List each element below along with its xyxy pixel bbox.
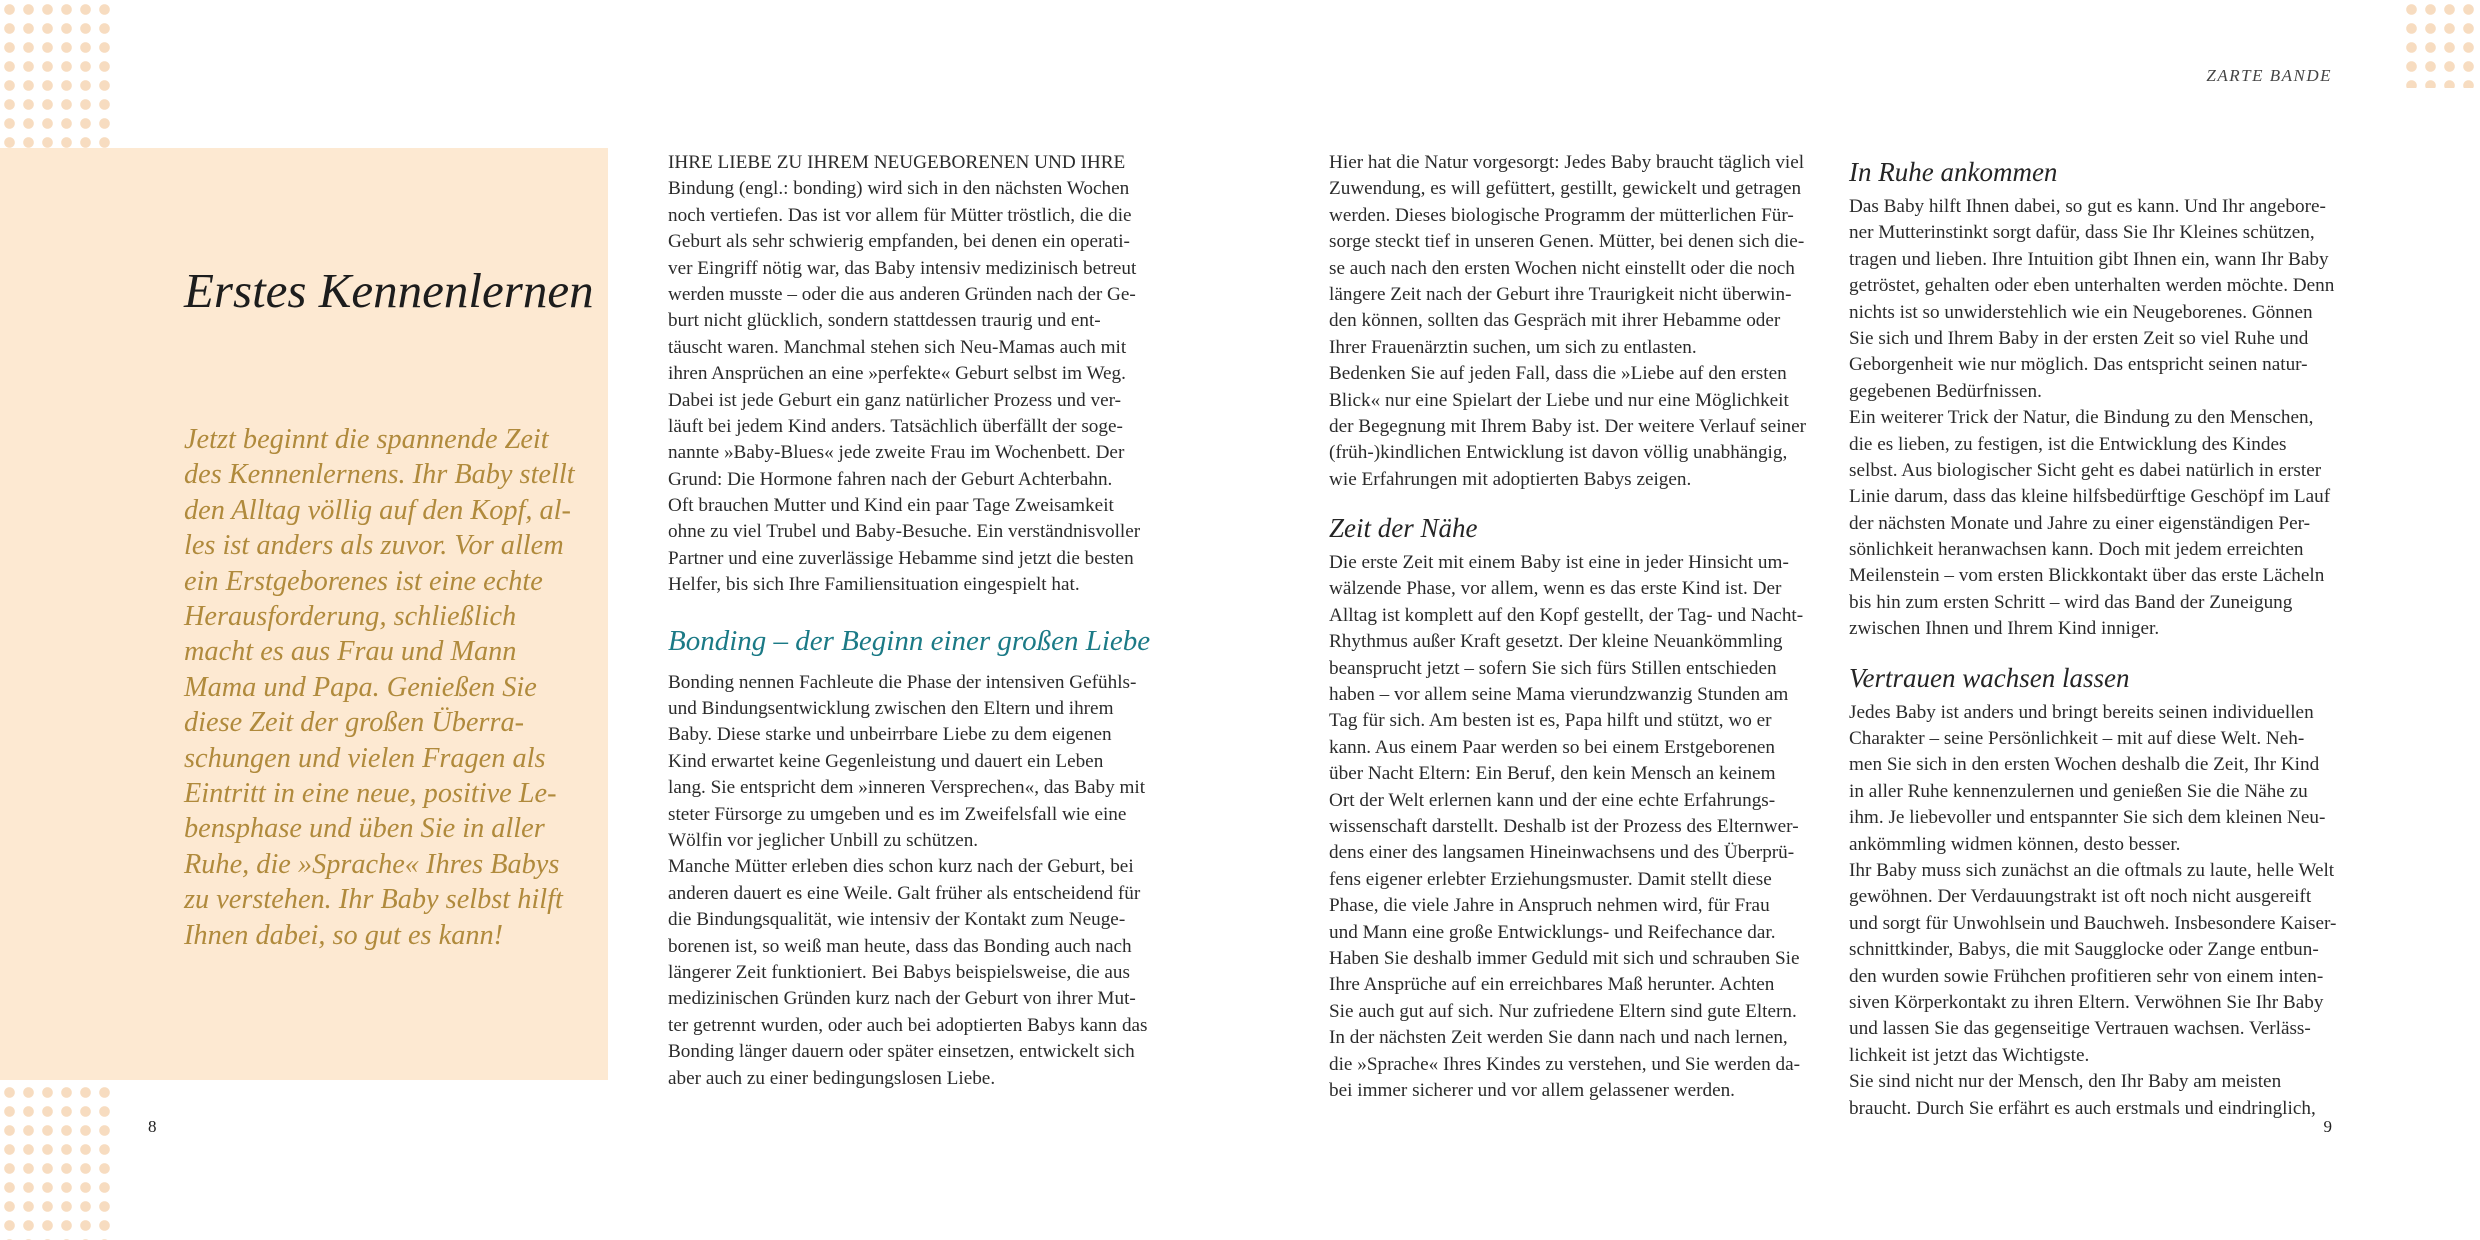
text-line: längere Zeit nach der Geburt ihre Traurigkeit nicht überwin- bbox=[1329, 283, 1792, 305]
text-line: braucht. Durch Sie erfährt es auch erstmals und eindringlich, bbox=[1849, 1097, 2316, 1119]
intro-line: bensphase und üben Sie in aller bbox=[184, 813, 545, 845]
text-line: medizinischen Gründen kurz nach der Geburt von ihrer Mut- bbox=[668, 988, 1136, 1010]
text-line: lichkeit ist jetzt das Wichtigste. bbox=[1849, 1044, 2090, 1066]
text-line: und Bindungsentwicklung zwischen den Eltern und ihrem bbox=[668, 698, 1114, 720]
text-line: Die erste Zeit mit einem Baby ist eine in jeder Hinsicht um- bbox=[1329, 552, 1789, 574]
text-line: se auch nach den ersten Wochen nicht einstellt oder die noch bbox=[1329, 257, 1795, 279]
text-line: ohne zu viel Trubel und Baby-Besuche. Ein verständnisvoller bbox=[668, 521, 1141, 543]
text-line: Tag für sich. Am besten ist es, Papa hilft und stützt, wo er bbox=[1329, 710, 1772, 732]
section-spacer bbox=[1849, 643, 2339, 656]
text-line: ver Eingriff nötig war, das Baby intensiv medizinisch betreut bbox=[668, 257, 1137, 279]
text-line: Geborgenheit wie nur möglich. Das entspricht seinen natur- bbox=[1849, 354, 2308, 376]
text-line: werden musste – oder die aus anderen Gründen nach der Ge- bbox=[668, 283, 1136, 305]
text-line: bei immer sicherer und vor allem gelassener werden. bbox=[1329, 1079, 1735, 1101]
text-line: Partner und eine zuverlässige Hebamme sind jetzt die besten bbox=[668, 547, 1134, 569]
text-line: der Begegnung mit Ihrem Baby ist. Der weitere Verlauf seiner bbox=[1329, 415, 1807, 437]
text-line: siven Körperkontakt zu ihren Eltern. Verwöhnen Sie Ihr Baby bbox=[1849, 991, 2324, 1013]
text-line: täuscht waren. Manchmal stehen sich Neu-Mamas auch mit bbox=[668, 336, 1127, 358]
text-line: tragen und lieben. Ihre Intuition gibt Ihnen ein, wann Ihr Baby bbox=[1849, 248, 2329, 270]
text-line: Sie auch gut auf sich. Nur zufriedene Eltern sind gute Eltern. bbox=[1329, 1000, 1797, 1022]
text-line: Ihrer Frauenärztin suchen, um sich zu entlasten. bbox=[1329, 336, 1697, 358]
subsection-heading: Vertrauen wachsen lassen bbox=[1849, 662, 2130, 693]
text-line: burt nicht glücklich, sondern stattdessen traurig und ent- bbox=[668, 310, 1101, 332]
text-line: Baby. Diese starke und unbeirrbare Liebe zu dem eigenen bbox=[668, 724, 1112, 746]
text-line: Ein weiterer Trick der Natur, die Bindung zu den Menschen, bbox=[1849, 407, 2314, 429]
text-line: ihren Ansprüchen an eine »perfekte« Geburt selbst im Weg. bbox=[668, 363, 1126, 385]
text-line: steter Fürsorge zu umgeben und es im Zweifelsfall wie eine bbox=[668, 803, 1127, 825]
body-paragraph bbox=[1329, 550, 1819, 1104]
text-line: werden. Dieses biologische Programm der mütterlichen Für- bbox=[1329, 204, 1794, 226]
text-line: ihm. Je liebevoller und entspannter Sie sich dem kleinen Neu- bbox=[1849, 807, 2326, 829]
decorative-dot-pattern-right bbox=[2402, 0, 2480, 88]
text-line: anderen dauert es eine Weile. Galt früher als entscheidend für bbox=[668, 882, 1141, 904]
subsection-heading: Zeit der Nähe bbox=[1329, 513, 1478, 544]
text-line: ner Mutterinstinkt sorgt dafür, dass Sie Ihr Kleines schützen, bbox=[1849, 222, 2315, 244]
text-line: und lassen Sie das gegenseitige Vertrauen wachsen. Verläss- bbox=[1849, 1018, 2311, 1040]
intro-line: des Kennenlernens. Ihr Baby stellt bbox=[184, 459, 575, 491]
text-line: Helfer, bis sich Ihre Familiensituation eingespielt hat. bbox=[668, 574, 1080, 596]
text-line: Kind erwartet keine Gegenleistung und dauert ein Leben bbox=[668, 750, 1104, 772]
text-line: Bedenken Sie auf jeden Fall, dass die »Liebe auf den ersten bbox=[1329, 363, 1787, 385]
section-spacer bbox=[668, 599, 1158, 612]
text-line: Bonding länger dauern oder später einsetzen, entwickelt sich bbox=[668, 1041, 1135, 1063]
text-line: selbst. Aus biologischer Sicht geht es dabei natürlich in erster bbox=[1849, 459, 2322, 481]
text-line: und sorgt für Unwohlsein und Bauchweh. Insbesondere Kaiser- bbox=[1849, 912, 2337, 934]
text-line: Sie sich und Ihrem Baby in der ersten Zeit so viel Ruhe und bbox=[1849, 327, 2309, 349]
text-line: den können, sollten das Gespräch mit ihrer Hebamme oder bbox=[1329, 310, 1781, 332]
text-line: längerer Zeit funktioniert. Bei Babys beispielsweise, die aus bbox=[668, 961, 1130, 983]
text-line: und Mann eine große Entwicklungs- und Reifechance dar. bbox=[1329, 921, 1776, 943]
intro-line: Ruhe, die »Sprache« Ihres Babys bbox=[184, 848, 560, 880]
intro-line: Jetzt beginnt die spannende Zeit bbox=[184, 424, 549, 455]
text-column-2 bbox=[1329, 150, 1819, 1104]
body-paragraph bbox=[1329, 150, 1819, 493]
text-line: Rhythmus außer Kraft gesetzt. Der kleine Neuankömmling bbox=[1329, 631, 1783, 653]
running-header: ZARTE BANDE bbox=[2206, 66, 2332, 85]
text-line: noch vertiefen. Das ist vor allem für Mütter tröstlich, die die bbox=[668, 204, 1132, 226]
text-line: nichts ist so unwiderstehlich wie ein Neugeborenes. Gönnen bbox=[1849, 301, 2313, 323]
text-line: sönlichkeit heranwachsen kann. Doch mit jedem erreichten bbox=[1849, 539, 2304, 561]
text-line: Ihr Baby muss sich zunächst an die oftmals zu laute, helle Welt bbox=[1849, 859, 2335, 881]
text-line: Dabei ist jede Geburt ein ganz natürlicher Prozess und ver- bbox=[668, 389, 1122, 411]
text-line: in aller Ruhe kennenzulernen und genießen Sie die Nähe zu bbox=[1849, 780, 2308, 802]
body-paragraph bbox=[1849, 700, 2339, 1122]
intro-line: Mama und Papa. Genießen Sie bbox=[184, 671, 537, 703]
text-line: Ort der Welt erlernen kann und der eine echte Erfahrungs- bbox=[1329, 789, 1776, 811]
subsection-heading: In Ruhe ankommen bbox=[1849, 157, 2058, 187]
intro-line: ein Erstgeborenes ist eine echte bbox=[184, 565, 543, 597]
text-line: gewöhnen. Der Verdauungstrakt ist oft noch nicht ausgereift bbox=[1849, 886, 2312, 908]
text-line: Jedes Baby ist anders und bringt bereits seinen individuellen bbox=[1849, 701, 2314, 723]
text-line: nannte »Baby-Blues« jede zweite Frau im Wochenbett. Der bbox=[668, 442, 1125, 464]
text-line: Hier hat die Natur vorgesorgt: Jedes Baby braucht täglich viel bbox=[1329, 152, 1805, 173]
text-line: wie Erfahrungen mit adoptierten Babys zeigen. bbox=[1329, 468, 1692, 490]
text-line: Alltag ist komplett auf den Kopf gestellt, der Tag- und Nacht- bbox=[1329, 604, 1804, 626]
section-spacer bbox=[1329, 493, 1819, 506]
text-line: Haben Sie deshalb immer Geduld mit sich und schrauben Sie bbox=[1329, 947, 1800, 969]
text-line: getröstet, gehalten oder eben unterhalten werden möchte. Denn bbox=[1849, 275, 2335, 297]
text-line: über Nacht Eltern: Ein Beruf, den kein Mensch an keinem bbox=[1329, 763, 1776, 785]
text-line: sorge steckt tief in unseren Genen. Mütter, bei denen sich die- bbox=[1329, 231, 1805, 253]
text-line: Blick« nur eine Spielart der Liebe und nur eine Möglichkeit bbox=[1329, 389, 1789, 411]
text-line: Wölfin vor jeglicher Unbill zu schützen. bbox=[668, 829, 979, 851]
page-number-right: 9 bbox=[2323, 1117, 2332, 1136]
text-line: aber auch zu einer bedingungslosen Liebe. bbox=[668, 1067, 996, 1089]
body-paragraph bbox=[668, 150, 1158, 599]
text-line: Geburt als sehr schwierig empfanden, bei denen ein operati- bbox=[668, 231, 1130, 253]
intro-line: Eintritt in eine neue, positive Le- bbox=[184, 778, 557, 810]
text-line: die »Sprache« Ihres Kindes zu verstehen, und Sie werden da- bbox=[1329, 1053, 1801, 1075]
text-line: beansprucht jetzt – sofern Sie sich fürs Stillen entschieden bbox=[1329, 657, 1777, 679]
text-line: borenen ist, so weiß man heute, dass das Bonding auch nach bbox=[668, 935, 1132, 957]
text-line: haben – vor allem seine Mama vierundzwanzig Stunden am bbox=[1329, 684, 1789, 706]
page-number-left: 8 bbox=[148, 1117, 157, 1136]
text-line: Phase, die viele Jahre in Anspruch nehmen wird, für Frau bbox=[1329, 895, 1770, 917]
intro-line: Herausforderung, schließlich bbox=[184, 601, 517, 633]
text-line: ankömmling widmen können, desto besser. bbox=[1849, 833, 2181, 855]
text-line: lang. Sie entspricht dem »inneren Versprechen«, das Baby mit bbox=[668, 777, 1146, 799]
text-line: bis hin zum ersten Schritt – wird das Band der Zuneigung bbox=[1849, 591, 2293, 613]
text-column-1 bbox=[668, 150, 1158, 1092]
text-line: die es lieben, zu festigen, ist die Entwicklung des Kindes bbox=[1849, 433, 2287, 455]
text-line: Das Baby hilft Ihnen dabei, so gut es kann. Und Ihr angebore- bbox=[1849, 196, 2326, 217]
text-line: Bindung (engl.: bonding) wird sich in den nächsten Wochen bbox=[668, 178, 1130, 200]
text-line: Grund: Die Hormone fahren nach der Geburt Achterbahn. bbox=[668, 468, 1113, 490]
body-paragraph bbox=[1849, 194, 2339, 643]
text-line: In der nächsten Zeit werden Sie dann nach und nach lernen, bbox=[1329, 1027, 1788, 1049]
intro-line: schungen und vielen Fragen als bbox=[184, 742, 546, 774]
text-line: IHRE LIEBE ZU IHREM NEUGEBORENEN UND IHRE bbox=[668, 152, 1126, 173]
intro-line: macht es aus Frau und Mann bbox=[184, 636, 517, 668]
text-line: wissenschaft darstellt. Deshalb ist der Prozess des Elternwer- bbox=[1329, 815, 1799, 837]
text-line: zwischen Ihnen und Ihrem Kind inniger. bbox=[1849, 618, 2160, 640]
text-line: Bonding nennen Fachleute die Phase der intensiven Gefühls- bbox=[668, 671, 1137, 693]
chapter-intro-text bbox=[184, 422, 584, 953]
text-line: ter getrennt wurden, oder auch bei adoptierten Babys kann das bbox=[668, 1014, 1148, 1036]
text-line: läuft bei jedem Kind anders. Tatsächlich überfällt der soge- bbox=[668, 415, 1123, 437]
text-line: Zuwendung, es will gefüttert, gestillt, gewickelt und getragen bbox=[1329, 178, 1802, 200]
text-line: schnittkinder, Babys, die mit Saugglocke oder Zange entbun- bbox=[1849, 939, 2319, 961]
text-line: fens eigener erlebter Erziehungsmuster. Damit stellt diese bbox=[1329, 868, 1772, 890]
intro-line: Ihnen dabei, so gut es kann! bbox=[184, 919, 504, 951]
text-line: (früh-)kindlichen Entwicklung ist davon völlig unabhängig, bbox=[1329, 442, 1788, 464]
text-line: Manche Mütter erleben dies schon kurz nach der Geburt, bei bbox=[668, 856, 1134, 878]
text-line: Oft brauchen Mutter und Kind ein paar Tage Zweisamkeit bbox=[668, 495, 1114, 517]
intro-line: diese Zeit der großen Überra- bbox=[184, 707, 525, 739]
text-line: Charakter – seine Persönlichkeit – mit auf diese Welt. Neh- bbox=[1849, 728, 2305, 750]
text-line: die Bindungsqualität, wie intensiv der Kontakt zum Neuge- bbox=[668, 909, 1126, 931]
text-column-3 bbox=[1849, 150, 2339, 1122]
intro-line: les ist anders als zuvor. Vor allem bbox=[184, 530, 564, 562]
text-line: Linie darum, dass das kleine hilfsbedürftige Geschöpf im Lauf bbox=[1849, 486, 2331, 508]
text-line: kann. Aus einem Paar werden so bei einem Erstgeborenen bbox=[1329, 736, 1775, 758]
text-line: men Sie sich in den ersten Wochen deshalb die Zeit, Ihr Kind bbox=[1849, 754, 2320, 776]
text-line: dens einer des langsamen Hineinwachsens und des Überprü- bbox=[1329, 842, 1795, 864]
intro-line: den Alltag völlig auf den Kopf, al- bbox=[184, 494, 571, 526]
text-line: Sie sind nicht nur der Mensch, den Ihr Baby am meisten bbox=[1849, 1071, 2282, 1093]
text-line: den wurden sowie Frühchen profitieren sehr von einem inten- bbox=[1849, 965, 2324, 987]
text-line: gegebenen Bedürfnissen. bbox=[1849, 380, 2042, 402]
text-line: der nächsten Monate und Jahre zu einer eigenständigen Per- bbox=[1849, 512, 2311, 534]
body-paragraph bbox=[668, 670, 1158, 1092]
text-line: Ihre Ansprüche auf ein erreichbares Maß herunter. Achten bbox=[1329, 974, 1775, 996]
section-heading: Bonding – der Beginn einer großen Liebe bbox=[668, 624, 1151, 657]
intro-line: zu verstehen. Ihr Baby selbst hilft bbox=[184, 884, 563, 916]
chapter-title: Erstes Kennenlernen bbox=[184, 263, 594, 318]
text-line: wälzende Phase, vor allem, wenn es das erste Kind ist. Der bbox=[1329, 578, 1782, 600]
text-line: Meilenstein – vom ersten Blickkontakt über das erste Lächeln bbox=[1849, 565, 2325, 587]
